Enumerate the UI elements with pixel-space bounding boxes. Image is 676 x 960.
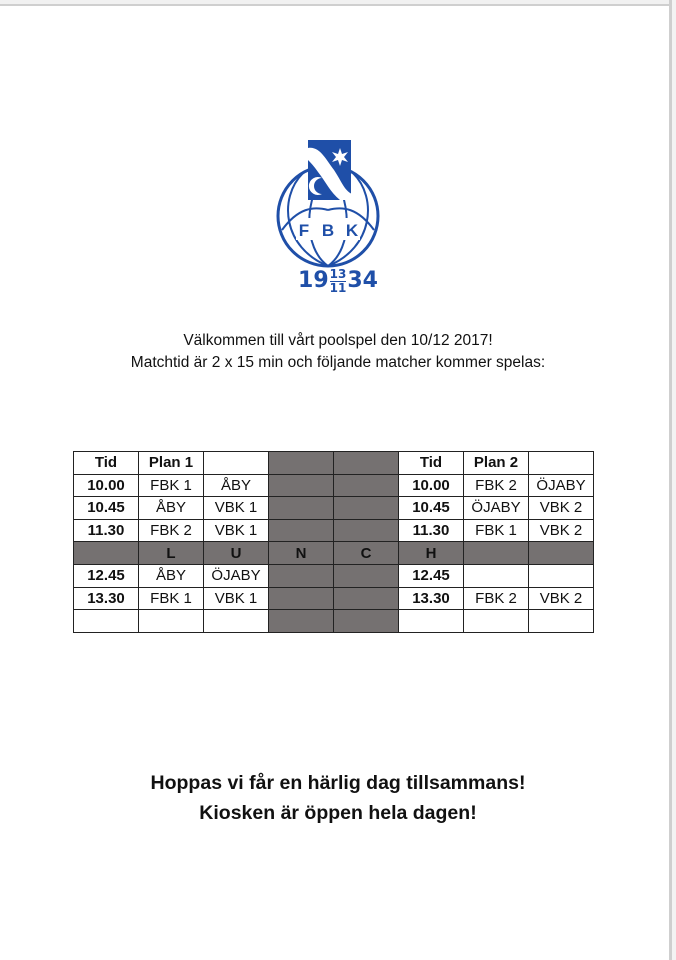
table-cell: VBK 2 <box>529 519 594 542</box>
divider-cell <box>269 587 334 610</box>
table-cell: FBK 1 <box>464 519 529 542</box>
table-cell <box>74 542 139 565</box>
table-row <box>74 474 594 497</box>
table-cell <box>74 610 139 633</box>
table-cell: L <box>139 542 204 565</box>
table-row <box>74 610 594 633</box>
divider-cell <box>269 519 334 542</box>
founding-year <box>0 268 676 294</box>
divider-cell <box>334 587 399 610</box>
table-cell: 10.45 <box>74 497 139 520</box>
table-cell: N <box>269 542 334 565</box>
table-cell: U <box>204 542 269 565</box>
table-cell: Plan 2 <box>464 452 529 475</box>
table-cell <box>464 610 529 633</box>
intro-line-2: Matchtid är 2 x 15 min och följande matcher kommer spelas: <box>130 354 546 371</box>
table-cell: ÖJABY <box>464 497 529 520</box>
table-cell: FBK 2 <box>139 519 204 542</box>
table-cell: VBK 2 <box>529 587 594 610</box>
table-cell: VBK 1 <box>204 519 269 542</box>
table-cell <box>399 610 464 633</box>
table-cell: ÖJABY <box>529 474 594 497</box>
year-right: 34 <box>347 268 378 293</box>
table-cell: ÅBY <box>204 474 269 497</box>
table-cell: 12.45 <box>399 564 464 587</box>
divider-cell <box>334 610 399 633</box>
match-schedule-table <box>73 451 594 633</box>
year-fraction <box>330 268 347 294</box>
closing-line-1: Hoppas vi får en härlig dag tillsammans! <box>150 772 526 794</box>
fbk-club-crest-icon <box>268 138 388 268</box>
table-cell <box>204 610 269 633</box>
table-cell: 13.30 <box>74 587 139 610</box>
closing-text <box>0 768 676 828</box>
table-cell: FBK 1 <box>139 587 204 610</box>
table-cell: 12.45 <box>74 564 139 587</box>
table-cell: H <box>399 542 464 565</box>
table-cell: FBK 1 <box>139 474 204 497</box>
page-top-edge <box>0 0 676 6</box>
table-cell: 10.00 <box>399 474 464 497</box>
table-cell <box>204 452 269 475</box>
table-cell: 10.00 <box>74 474 139 497</box>
table-cell <box>529 564 594 587</box>
table-cell <box>529 542 594 565</box>
table-row <box>74 587 594 610</box>
table-cell: ÖJABY <box>204 564 269 587</box>
table-cell: Tid <box>74 452 139 475</box>
table-cell <box>139 610 204 633</box>
divider-cell <box>334 452 399 475</box>
table-cell: Tid <box>399 452 464 475</box>
table-cell: VBK 1 <box>204 587 269 610</box>
divider-cell <box>269 610 334 633</box>
table-cell: FBK 2 <box>464 587 529 610</box>
divider-cell <box>334 519 399 542</box>
table-cell <box>464 564 529 587</box>
logo-letter-f: F <box>298 221 310 240</box>
table-cell: Plan 1 <box>139 452 204 475</box>
intro-line-1: Välkommen till vårt poolspel den 10/12 2017! <box>183 332 493 349</box>
divider-cell <box>269 452 334 475</box>
table-cell: 11.30 <box>399 519 464 542</box>
table-row <box>74 519 594 542</box>
table-row <box>74 564 594 587</box>
closing-line-2: Kiosken är öppen hela dagen! <box>199 802 477 824</box>
divider-cell <box>269 564 334 587</box>
lunch-row <box>74 542 594 565</box>
table-cell <box>464 542 529 565</box>
divider-cell <box>269 497 334 520</box>
divider-cell <box>334 474 399 497</box>
table-cell: 13.30 <box>399 587 464 610</box>
table-cell: FBK 2 <box>464 474 529 497</box>
table-row <box>74 497 594 520</box>
logo-letter-b: B <box>321 221 335 240</box>
table-cell <box>529 452 594 475</box>
logo-letter-k: K <box>345 221 359 240</box>
table-cell: VBK 2 <box>529 497 594 520</box>
divider-cell <box>334 497 399 520</box>
divider-cell <box>334 564 399 587</box>
table-cell <box>529 610 594 633</box>
year-left: 19 <box>298 268 329 293</box>
table-cell: ÅBY <box>139 564 204 587</box>
table-cell: ÅBY <box>139 497 204 520</box>
table-cell: 10.45 <box>399 497 464 520</box>
table-cell: C <box>334 542 399 565</box>
divider-cell <box>269 474 334 497</box>
table-cell: VBK 1 <box>204 497 269 520</box>
table-header-row <box>74 452 594 475</box>
table-cell: 11.30 <box>74 519 139 542</box>
intro-text <box>0 330 676 374</box>
year-denominator: 11 <box>329 281 347 295</box>
year-numerator: 13 <box>329 267 347 281</box>
